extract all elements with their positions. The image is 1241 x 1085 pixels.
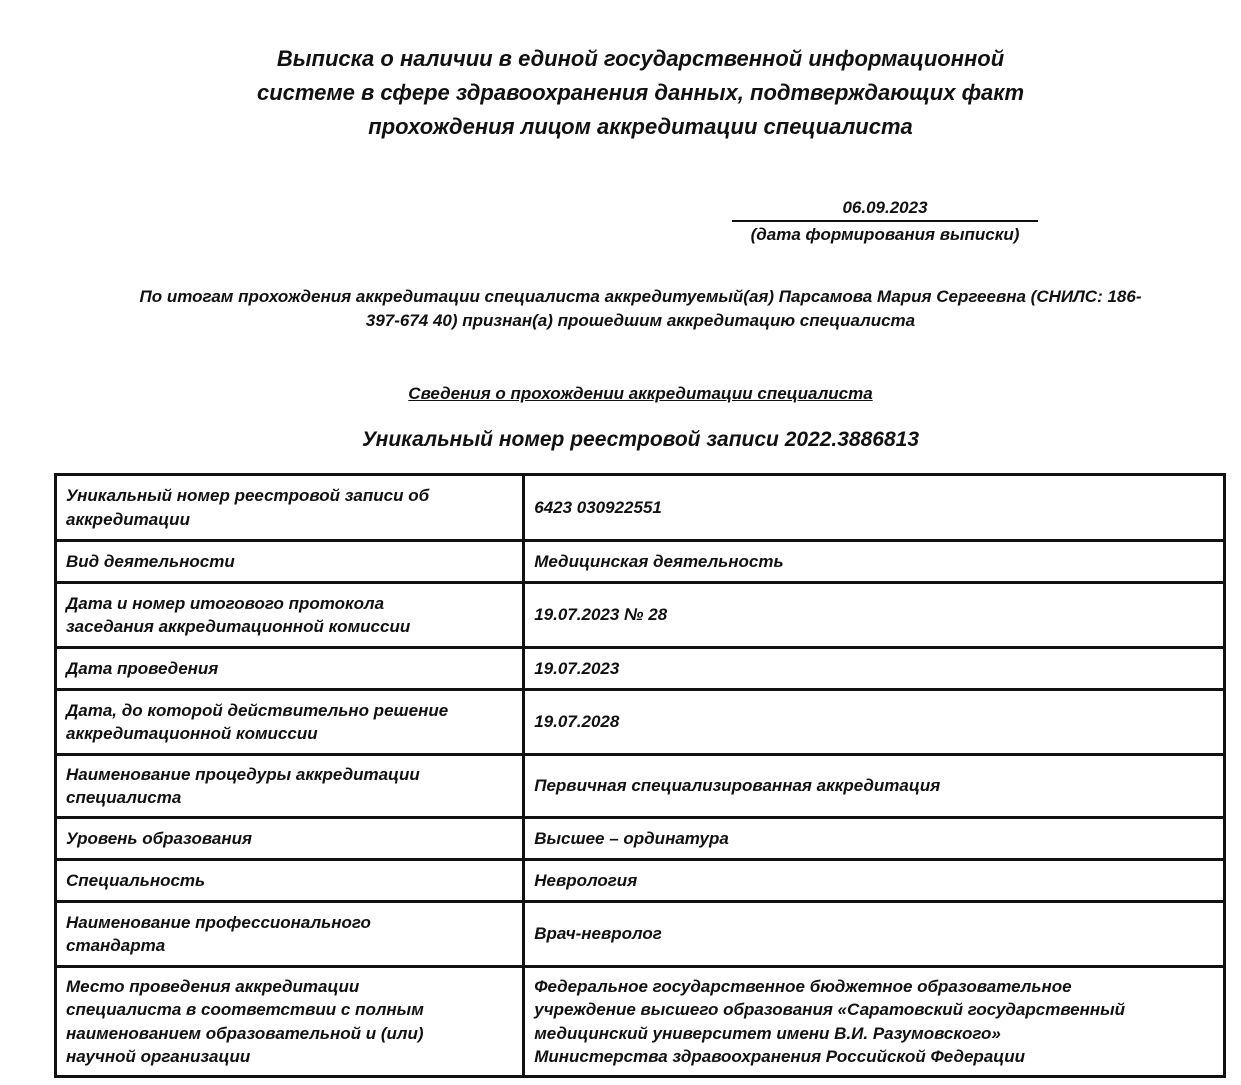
statement-line: По итогам прохождения аккредитации специалиста аккредитуемый(ая) Парсамова Мария Сергеевна (СНИЛС: 186- xyxy=(139,287,1142,306)
table-row xyxy=(56,860,1225,902)
table-row xyxy=(56,902,1225,967)
row-label: Вид деятельности xyxy=(56,541,524,583)
row-value: Высшее – ординатура xyxy=(524,818,1225,860)
row-label: Специальность xyxy=(56,860,524,902)
title-line: прохождения лицом аккредитации специалиста xyxy=(368,114,913,139)
section-title xyxy=(0,382,1241,406)
table-row xyxy=(56,648,1225,690)
accreditation-statement xyxy=(58,285,1223,333)
row-value: Врач-невролог xyxy=(524,902,1225,967)
row-value: 6423 030922551 xyxy=(524,475,1225,541)
row-value: Неврология xyxy=(524,860,1225,902)
row-label: Дата проведения xyxy=(56,648,524,690)
row-label: Место проведения аккредитации специалиста в соответствии с полным наименованием образовательной и (или) научной организации xyxy=(56,967,524,1077)
document-title xyxy=(0,42,1241,144)
row-value: Медицинская деятельность xyxy=(524,541,1225,583)
row-value: 19.07.2023 № 28 xyxy=(524,583,1225,648)
row-label: Уникальный номер реестровой записи об аккредитации xyxy=(56,475,524,541)
table-row xyxy=(56,818,1225,860)
title-line: Выписка о наличии в единой государственной информационной xyxy=(276,46,1005,71)
row-label: Наименование процедуры аккредитации специалиста xyxy=(56,755,524,818)
row-value: 19.07.2028 xyxy=(524,690,1225,755)
date-block xyxy=(732,197,1038,246)
section-title-text: Сведения о прохождении аккредитации специалиста xyxy=(408,384,873,403)
table-row xyxy=(56,755,1225,818)
table-row xyxy=(56,541,1225,583)
statement-line: 397-674 40) признан(а) прошедшим аккредитацию специалиста xyxy=(365,311,916,330)
table-row xyxy=(56,967,1225,1077)
row-label: Дата, до которой действительно решение аккредитационной комиссии xyxy=(56,690,524,755)
row-value: Федеральное государственное бюджетное образовательное учреждение высшего образования «Саратовский государственный медицинский университет имени В.И. Разумовского» Министерства здравоохранения Российской Федерации xyxy=(524,967,1225,1077)
accreditation-info-table xyxy=(54,473,1226,1078)
row-label: Наименование профессионального стандарта xyxy=(56,902,524,967)
title-line: системе в сфере здравоохранения данных, подтверждающих факт xyxy=(256,80,1025,105)
formation-date-caption: (дата формирования выписки) xyxy=(750,225,1020,244)
row-label: Дата и номер итогового протокола заседания аккредитационной комиссии xyxy=(56,583,524,648)
table-row xyxy=(56,583,1225,648)
table-row xyxy=(56,475,1225,541)
row-label: Уровень образования xyxy=(56,818,524,860)
row-value: 19.07.2023 xyxy=(524,648,1225,690)
registry-number-heading: Уникальный номер реестровой записи 2022.3886813 xyxy=(361,428,920,451)
formation-date: 06.09.2023 xyxy=(732,197,1038,222)
row-value: Первичная специализированная аккредитация xyxy=(524,755,1225,818)
table-row xyxy=(56,690,1225,755)
